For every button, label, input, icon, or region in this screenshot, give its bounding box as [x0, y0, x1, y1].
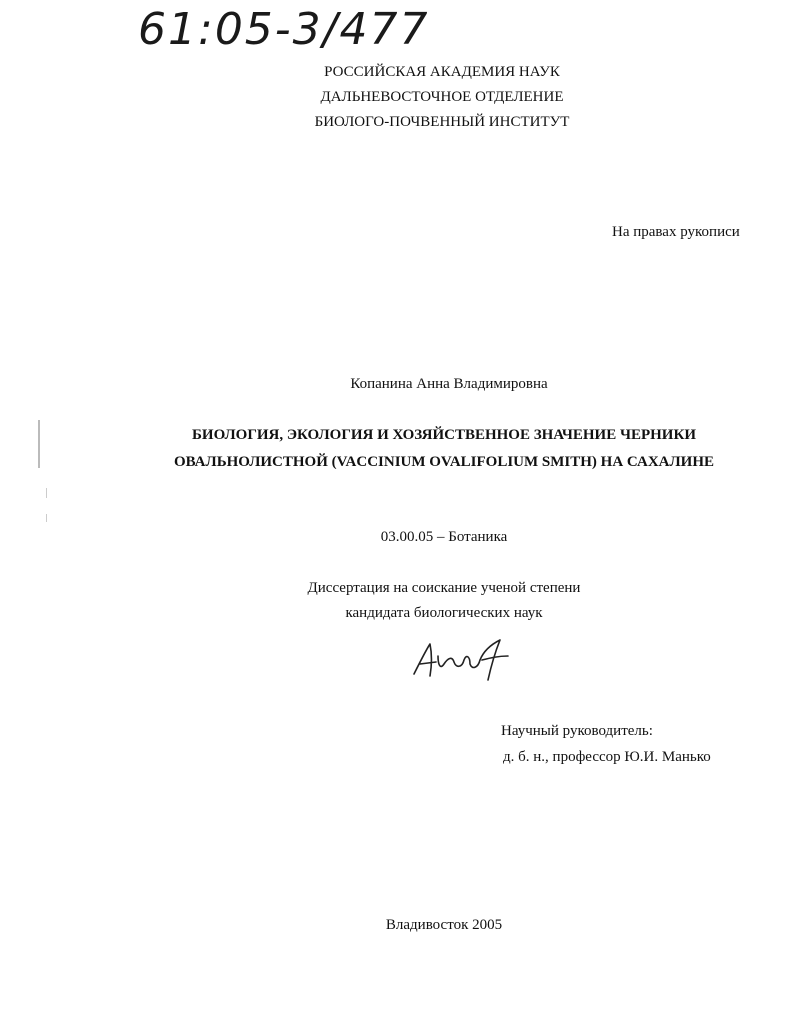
- specialty: 03.00.05 – Ботаника: [380, 529, 508, 545]
- scan-margin-dot: [46, 488, 47, 498]
- institution-line-3: БИОЛОГО-ПОЧВЕННЫЙ ИНСТИТУТ: [314, 114, 570, 130]
- city-year: Владивосток 2005: [385, 917, 503, 933]
- archive-code: [138, 2, 478, 52]
- rights-note: На правах рукописи: [612, 224, 740, 240]
- scan-margin-mark: [38, 420, 40, 468]
- title-line-2: ОВАЛЬНОЛИСТНОЙ (VACCINIUM OVALIFOLIUM SMITH) НА САХАЛИНЕ: [173, 454, 715, 470]
- institution-line-2: ДАЛЬНЕВОСТОЧНОЕ ОТДЕЛЕНИЕ: [320, 89, 564, 105]
- author-signature: [408, 634, 514, 686]
- scan-margin-dot: [46, 514, 47, 522]
- supervisor-label: Научный руководитель:: [501, 723, 653, 739]
- supervisor-name: д. б. н., профессор Ю.И. Манько: [503, 749, 711, 765]
- degree-line-2: кандидата биологических наук: [345, 605, 543, 621]
- institution-line-1: РОССИЙСКАЯ АКАДЕМИЯ НАУК: [324, 64, 560, 80]
- degree-line-1: Диссертация на соискание ученой степени: [307, 580, 581, 596]
- author-name: Копанина Анна Владимировна: [350, 376, 548, 392]
- archive-code-text: 61:05-3/477: [138, 4, 430, 52]
- title-line-1: БИОЛОГИЯ, ЭКОЛОГИЯ И ХОЗЯЙСТВЕННОЕ ЗНАЧЕНИЕ ЧЕРНИКИ: [191, 427, 697, 443]
